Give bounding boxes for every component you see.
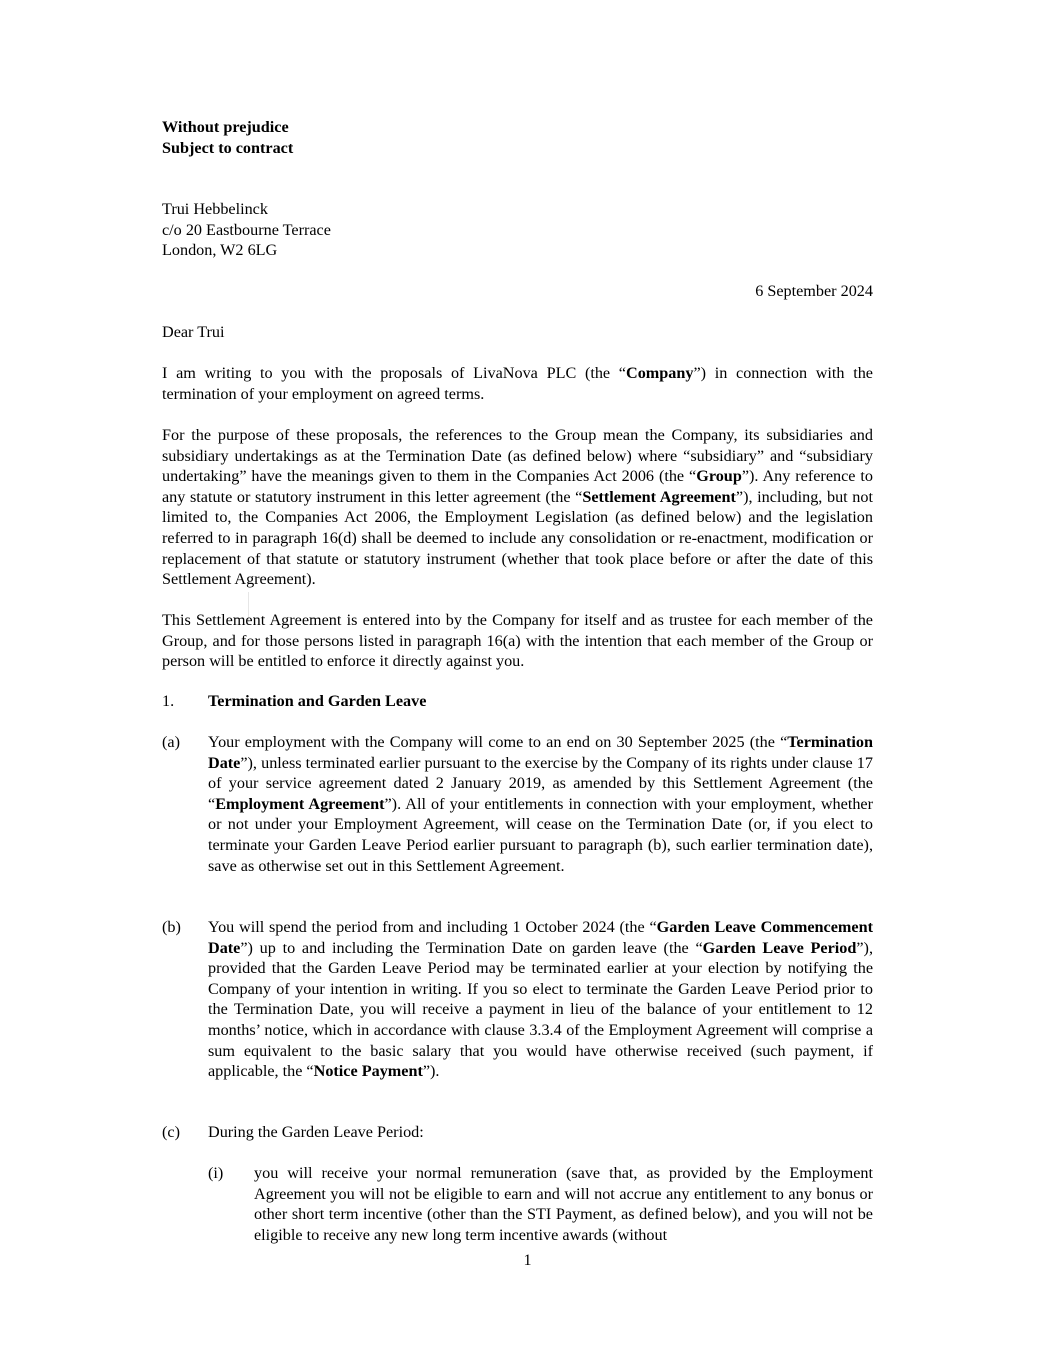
salutation: Dear Trui [162,323,225,341]
defined-term: Termination Date [208,733,873,772]
text-run: ”), unless terminated earlier pursuant to the exercise by the Company of its rights under clause 17 of your service agreement dated 2 January 2019, as amended by this Settlement Agreement (the “ [208,753,873,813]
text-run: you will receive your normal remuneration (save that, as provided by the Employment Agreement you will not be eligible to earn and will not accrue any entitlement to any bonus or other short term incentive (other than the STI Payment, as defined below), and you will not be eligible to receive any new long term incentive awards (without [254,1164,873,1244]
text-run: ”). [422,1062,440,1081]
defined-term: Employment Agreement [215,794,385,813]
subclause-text [254,1163,873,1245]
text-run: ”), including, but not limited to, the Companies Act 2006, the Employment Legislation (as defined below) and the legislation referred to in paragraph 16(d) shall be deemed to include any consolidation or re-enactment, modification or replacement of that statute or statutory instrument (whether that took place before or after the date of this Settlement Agreement). [162,487,873,589]
clause-label: (c) [162,1123,180,1141]
clause-label: (b) [162,918,181,936]
section-title: Termination and Garden Leave [208,692,427,710]
subclause-label: (i) [208,1164,224,1182]
text-run: ”). All of your entitlements in connection with your employment, whether or not under your Employment Agreement, will cease on the Termination Date (or, if you elect to terminate your Garden Leave Period earlier pursuant to paragraph (b), such earlier termination date), save as otherwise set out in this Settlement Agreement. [208,794,873,875]
group-definition-paragraph [162,425,873,590]
recipient-address [162,199,873,261]
clause-label: (a) [162,733,180,751]
defined-term: Settlement Agreement [582,487,736,506]
address-line-2: London, W2 6LG [162,241,278,260]
header-labels [162,117,873,158]
clause-text [208,732,873,876]
defined-term: Group [696,467,742,486]
text-run: ”) up to and including the Termination Date on garden leave (the “ [240,938,703,957]
clause-text: During the Garden Leave Period: [208,1123,424,1141]
defined-term: Notice Payment [313,1062,423,1081]
text-run: You will spend the period from and including 1 October 2024 (the “ [208,918,657,936]
defined-term: Garden Leave Commencement Date [208,918,873,957]
text-run: This Settlement Agreement is entered into by the Company for itself and as trustee for each member of the Group, and for those persons listed in paragraph 16(a) with the intention that each member of the Group or person will be entitled to enforce it directly against you. [162,611,873,671]
text-run: ”). Any reference to any statute or statutory instrument in this letter agreement (the “ [162,467,873,506]
text-run: ”), provided that the Garden Leave Period may be terminated earlier at your election by notifying the Company of your intention in writing. If you so elect to terminate the Garden Leave Period prior to the Termination Date, you will receive a payment in lieu of the balance of your entitlement to 12 months’ notice, which in accordance with clause 3.3.4 of the Employment Agreement will comprise a sum equivalent to the basic salary that you would have otherwise received (such payment, if applicable, the “ [208,938,873,1081]
trustee-paragraph [162,610,873,672]
intro-paragraph [162,363,873,404]
text-run: Your employment with the Company will come to an end on 30 September 2025 (the “ [208,733,788,751]
text-run: For the purpose of these proposals, the references to the Group mean the Company, its subsidiaries and subsidiary undertakings as at the Termination Date (as defined below) where “subsidiary” and “subsidiary undertaking” have the meanings given to them in the Companies Act 2006 (the “ [162,426,873,486]
defined-term: Company [626,364,694,382]
defined-term: Garden Leave Period [702,938,857,957]
section-number: 1. [162,692,175,710]
letter-date: 6 September 2024 [755,282,873,300]
recipient-name: Trui Hebbelinck [162,200,268,218]
subject-to-contract-label: Subject to contract [162,138,294,157]
clause-text [208,917,873,1082]
text-run: I am writing to you with the proposals of LivaNova PLC (the “ [162,364,626,382]
address-line-1: c/o 20 Eastbourne Terrace [162,220,331,239]
without-prejudice-label: Without prejudice [162,118,289,136]
page-number: 1 [523,1251,532,1269]
text-run: ”) in connection with the termination of your employment on agreed terms. [162,364,873,403]
